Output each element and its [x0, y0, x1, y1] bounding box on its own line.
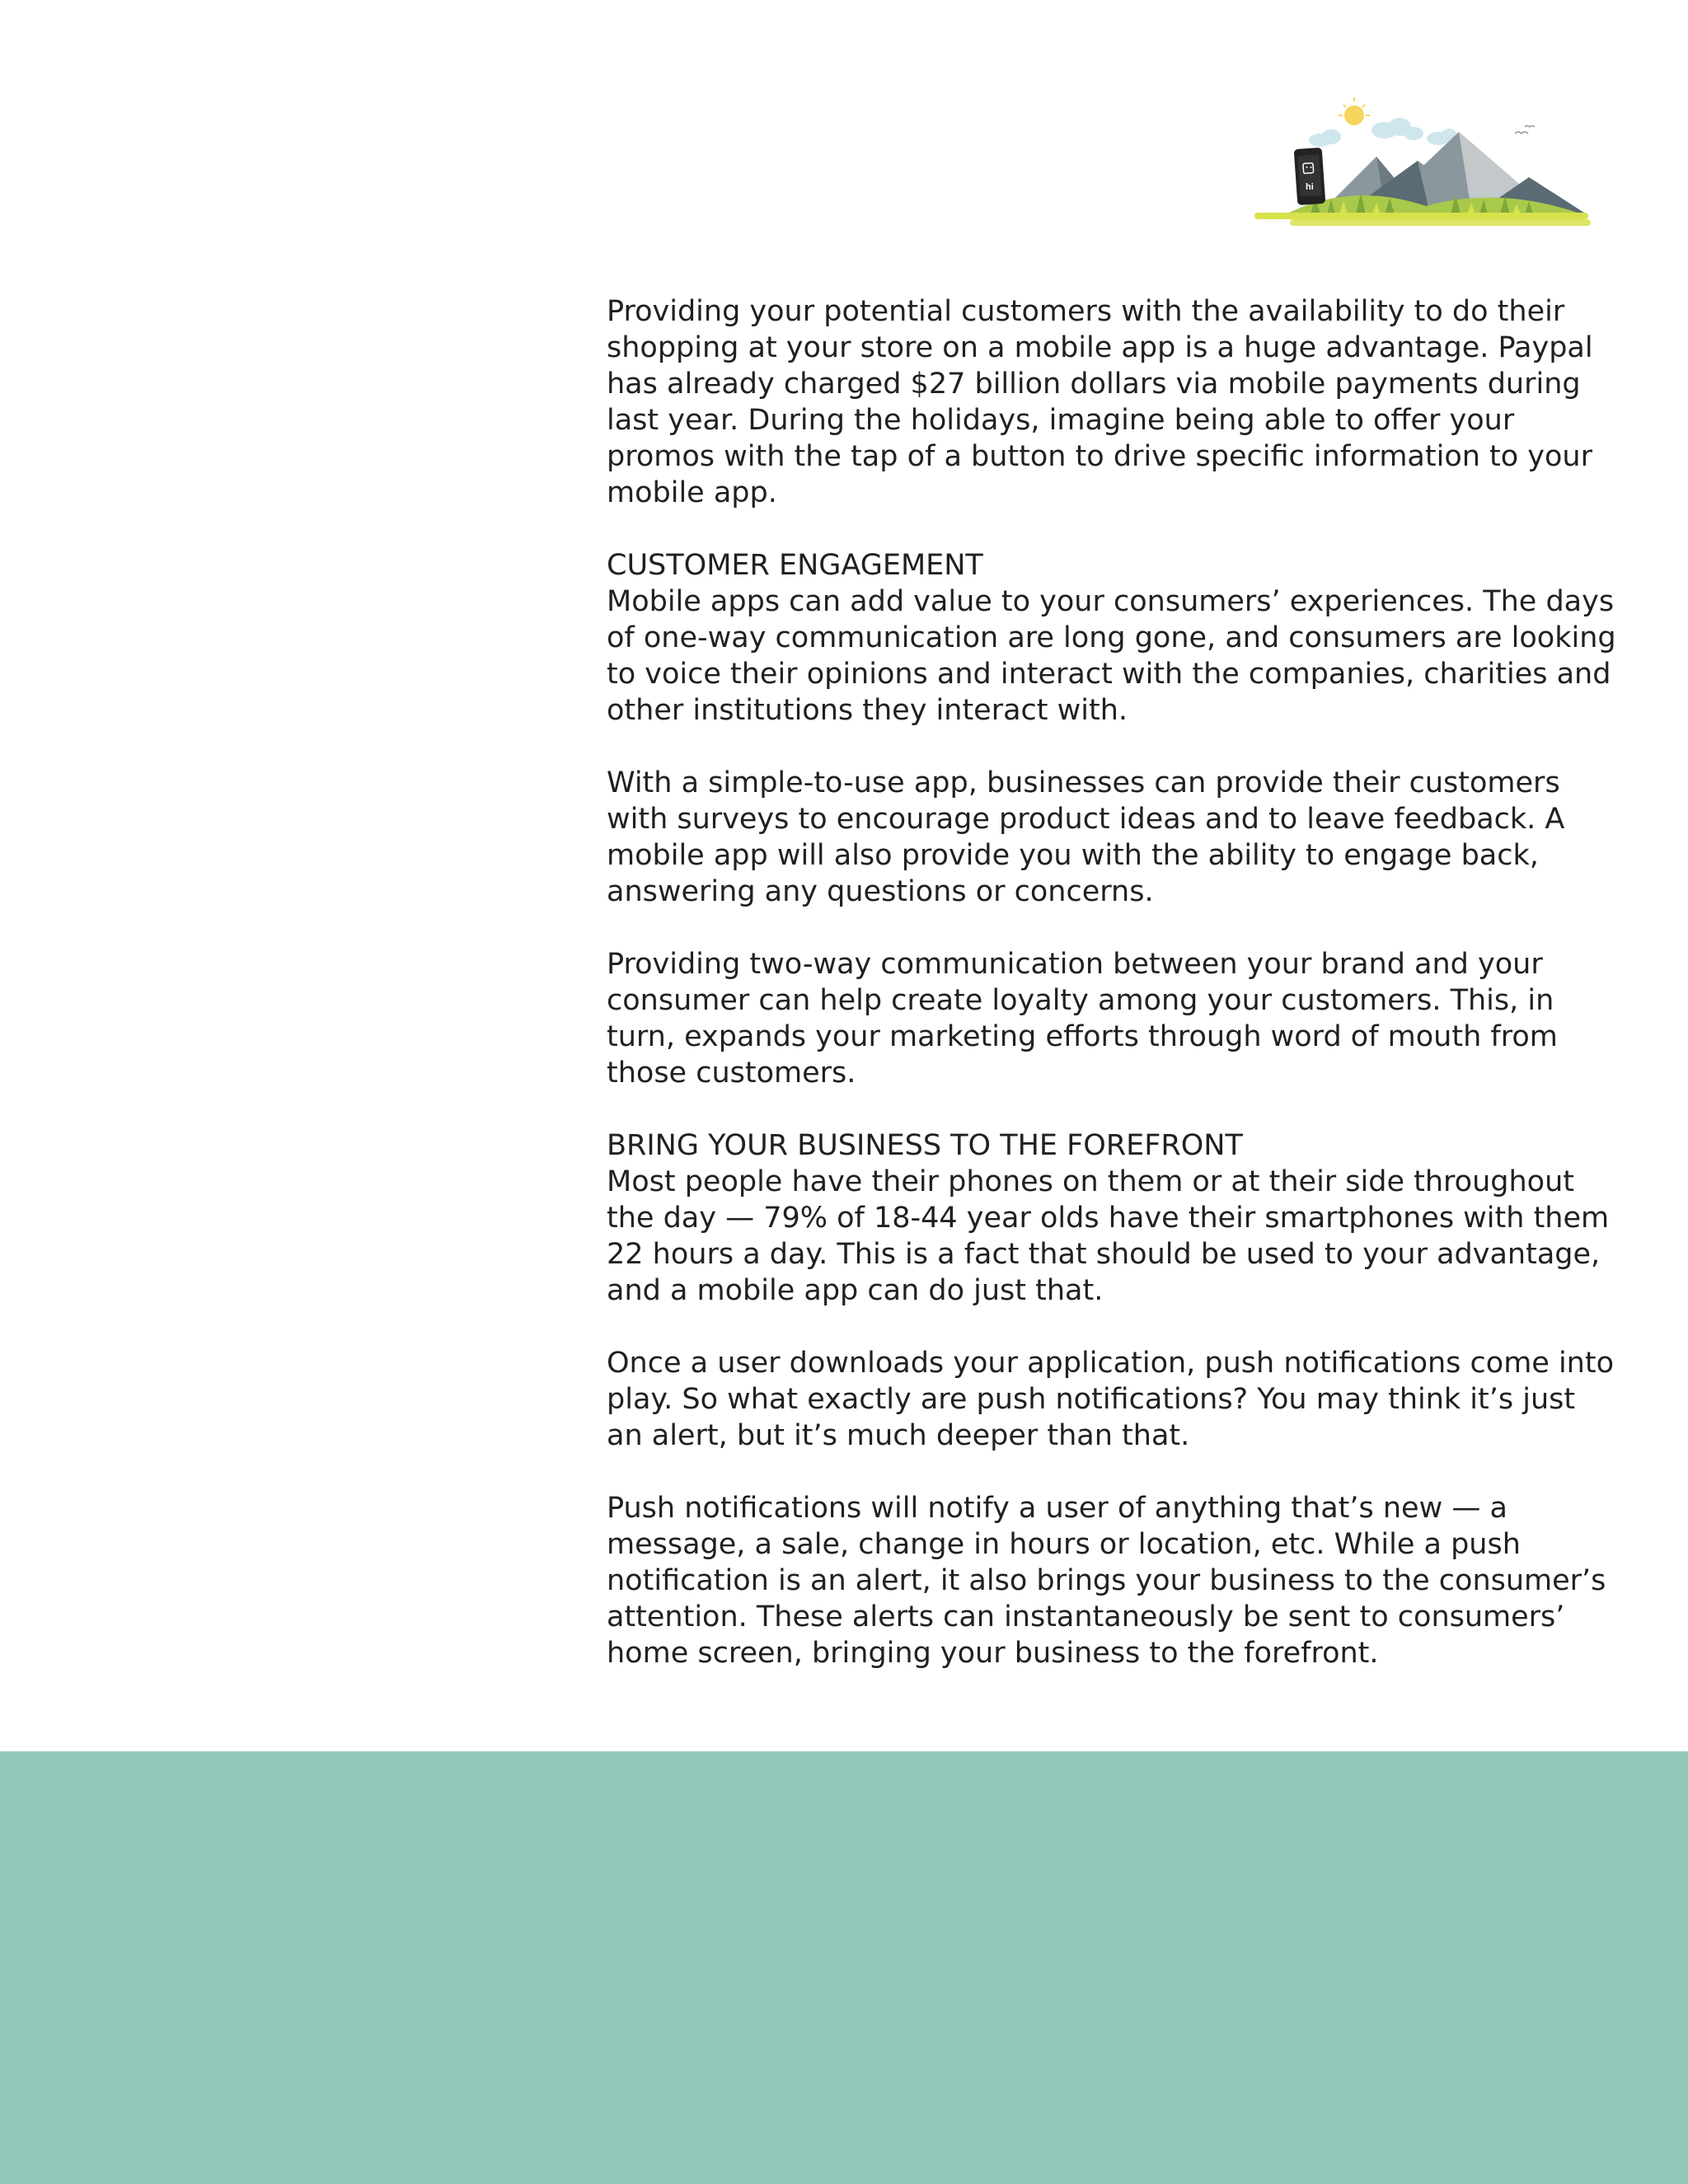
footer-color-band	[0, 1751, 1688, 2184]
section-bring-business-forefront	[607, 1127, 1616, 1671]
sun-icon	[1344, 105, 1364, 125]
intro-paragraph: Providing your potential customers with the availability to do their shopping at your store on a mobile app is a huge advantage. Paypal has already charged $27 billion dollars via mobile payments during last year. During the holidays, imagine being able to offer your promos with the tap of a button to drive specific information to your mobile app.	[607, 295, 1593, 509]
section-paragraph: Most people have their phones on them or at their side throughout the day — 79% of 18-44 year olds have their smartphones with them 22 hours a day. This is a fact that should be used to your advantage, and a mobile app can do just that.	[607, 1165, 1610, 1307]
section-paragraph: Push notifications will notify a user of anything that’s new — a message, a sale, change in hours or location, etc. While a push notification is an alert, it also brings your business to the consumer’s attention. These alerts can instantaneously be sent to consumers’ home screen, bringing your business to the forefront.	[607, 1492, 1606, 1670]
section-paragraph: With a simple-to-use app, businesses can provide their customers with surveys to encourage product ideas and to leave feedback. A mobile app will also provide you with the ability to engage back, answering any questions or concerns.	[607, 766, 1565, 908]
section-paragraph: Mobile apps can add value to your consumers’ experiences. The days of one-way communication are long gone, and consumers are looking to voice their opinions and interact with the companies, charities and other institutions they interact with.	[607, 585, 1616, 727]
ground-strip	[1254, 213, 1588, 219]
section-heading: BRING YOUR BUSINESS TO THE FOREFRONT	[607, 1129, 1243, 1162]
section-paragraph: Providing two-way communication between your brand and your consumer can help create loyalty among your customers. This, in turn, expands your marketing efforts through word of mouth from those customers.	[607, 948, 1558, 1090]
article-body	[607, 293, 1616, 1708]
phone-screen-text: hi	[1306, 182, 1314, 192]
section-heading: CUSTOMER ENGAGEMENT	[607, 549, 983, 582]
mountain-landscape-illustration	[1253, 91, 1599, 235]
bird-icon	[1515, 132, 1528, 134]
cloud-icon	[1309, 118, 1457, 147]
section-customer-engagement	[607, 547, 1616, 1091]
ground-shadow	[1290, 219, 1591, 226]
section-paragraph: Once a user downloads your application, push notifications come into play. So what exactly are push notifications? You may think it’s just an alert, but it’s much deeper than that.	[607, 1347, 1614, 1452]
bird-icon	[1525, 126, 1535, 128]
phone-icon	[1294, 148, 1326, 205]
